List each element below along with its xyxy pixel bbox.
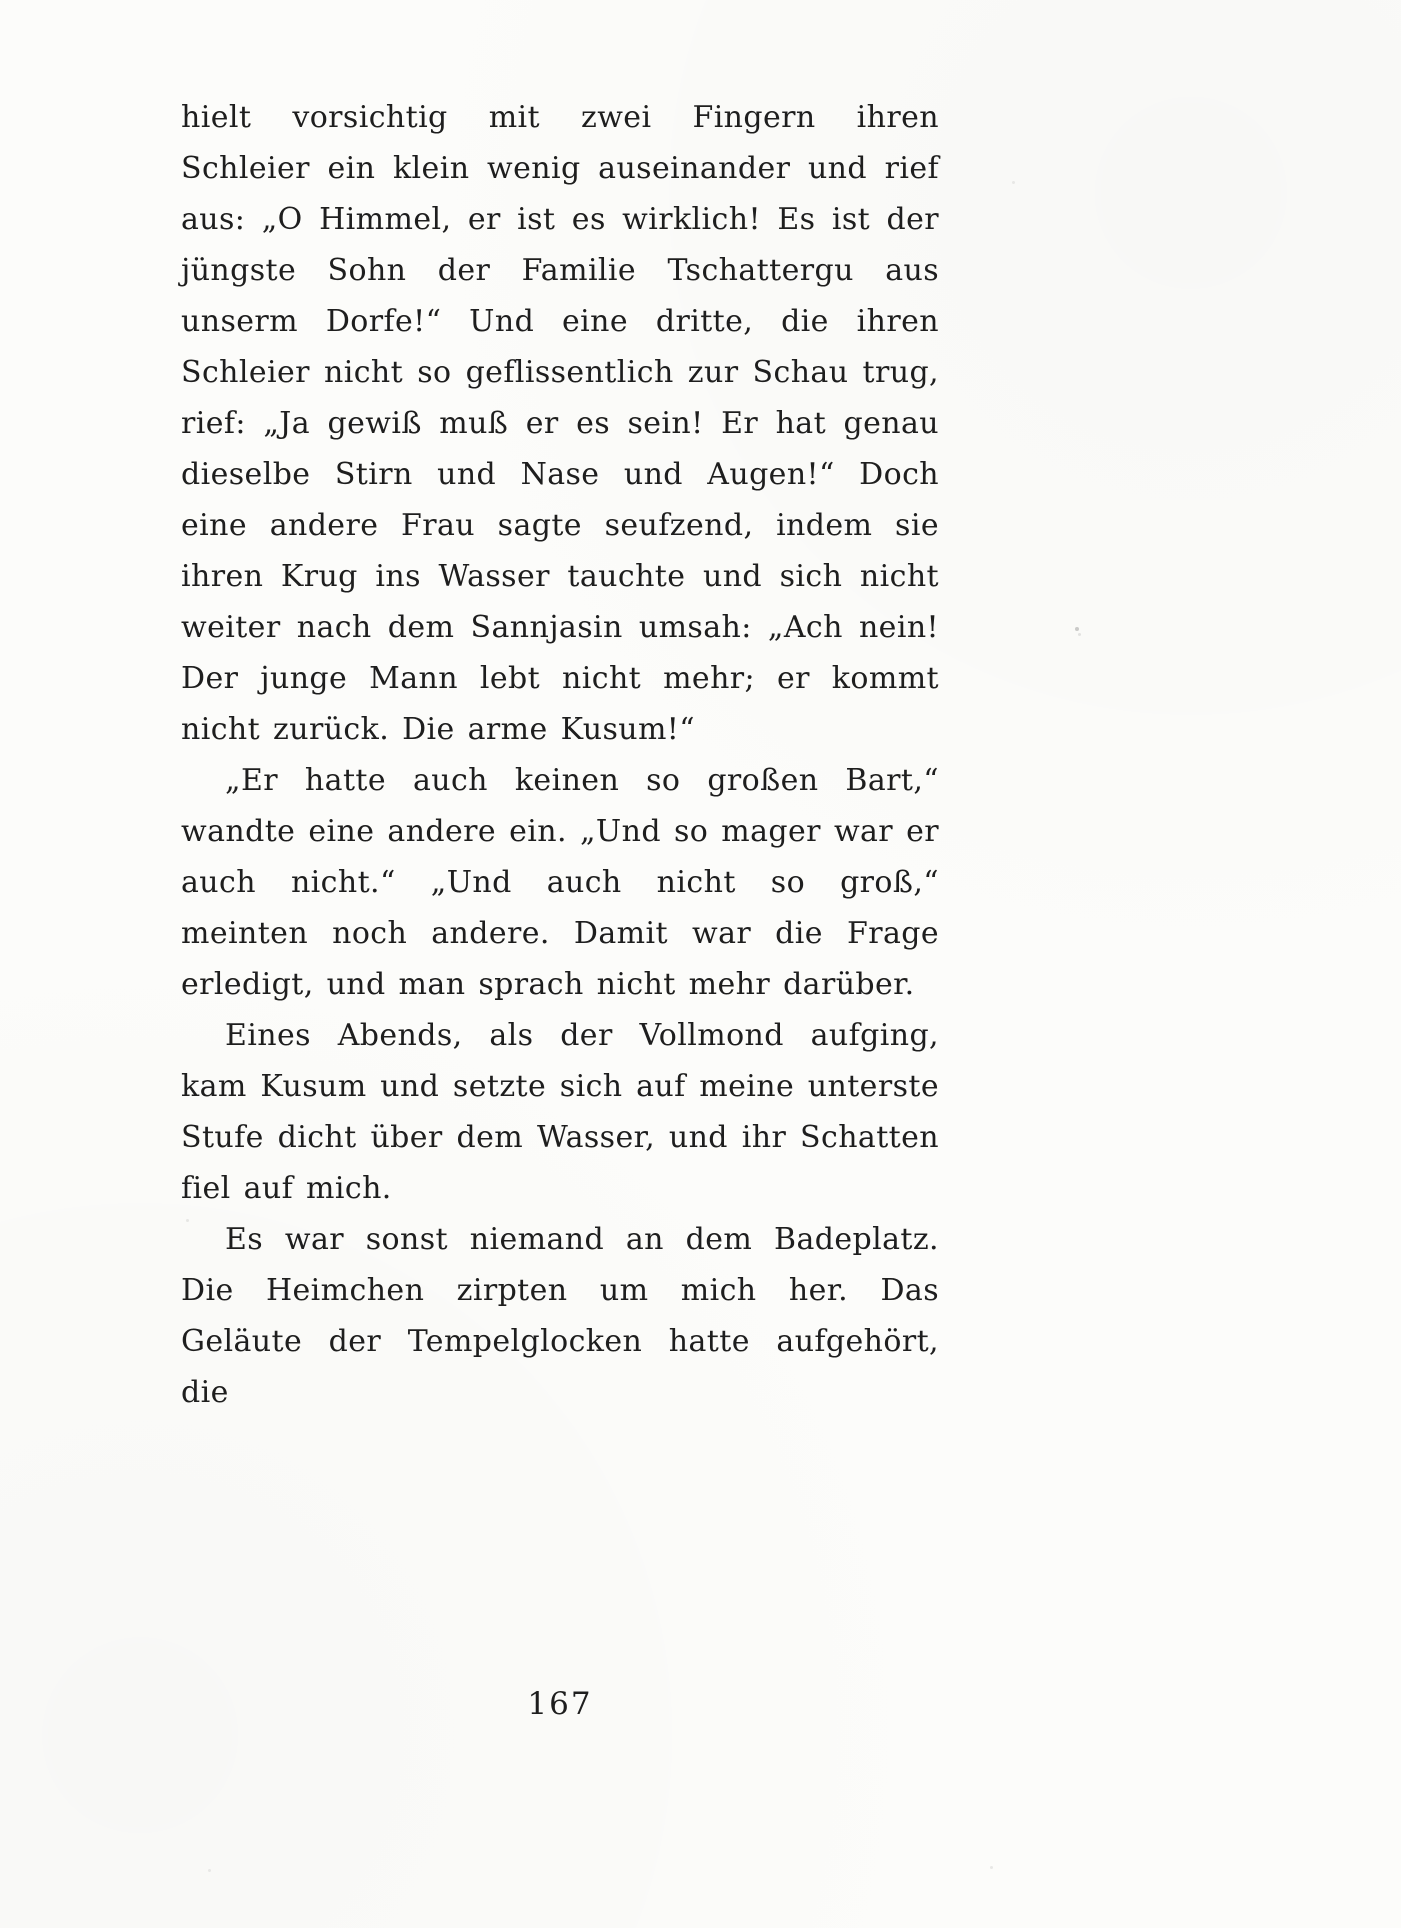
paragraph-2: „Er hatte auch keinen so großen Bart,“ wandte eine andere ein. „Und so mager war er auch nicht.“ „Und auch nicht so groß,“ meinten noch andere. Damit war die Frage erledigt, und man sprach nicht mehr darüber. — [181, 763, 939, 1002]
paragraph-3: Eines Abends, als der Vollmond aufging, kam Kusum und setzte sich auf meine unterste Stufe dicht über dem Wasser, und ihr Schatten fiel auf mich. — [181, 1018, 939, 1206]
scan-speck — [1012, 181, 1015, 184]
scan-speck — [186, 1219, 189, 1222]
scan-speck — [208, 1869, 211, 1872]
body-text — [181, 92, 939, 1418]
scan-speck — [1075, 627, 1079, 631]
scan-speck — [1078, 633, 1081, 636]
scan-speck — [990, 1866, 993, 1869]
paragraph-1: hielt vorsichtig mit zwei Fingern ihren Schleier ein klein wenig auseinander und rief aus: „O Himmel, er ist es wirklich! Es ist der jüngste Sohn der Familie Tschattergu aus unserm Dorfe!“ Und eine dritte, die ihren Schleier nicht so geflissentlich zur Schau trug, rief: „Ja gewiß muß er es sein! Er hat genau dieselbe Stirn und Nase und Augen!“ Doch eine andere Frau sagte seufzend, indem sie ihren Krug ins Wasser tauchte und sich nicht weiter nach dem Sannjasin umsah: „Ach nein! Der junge Mann lebt nicht mehr; er kommt nicht zurück. Die arme Kusum!“ — [181, 100, 939, 747]
page-number: 167 — [527, 1686, 593, 1722]
paragraph-4: Es war sonst niemand an dem Badeplatz. Die Heimchen zirpten um mich her. Das Geläute der Tempelglocken hatte aufgehört, die — [181, 1222, 939, 1410]
